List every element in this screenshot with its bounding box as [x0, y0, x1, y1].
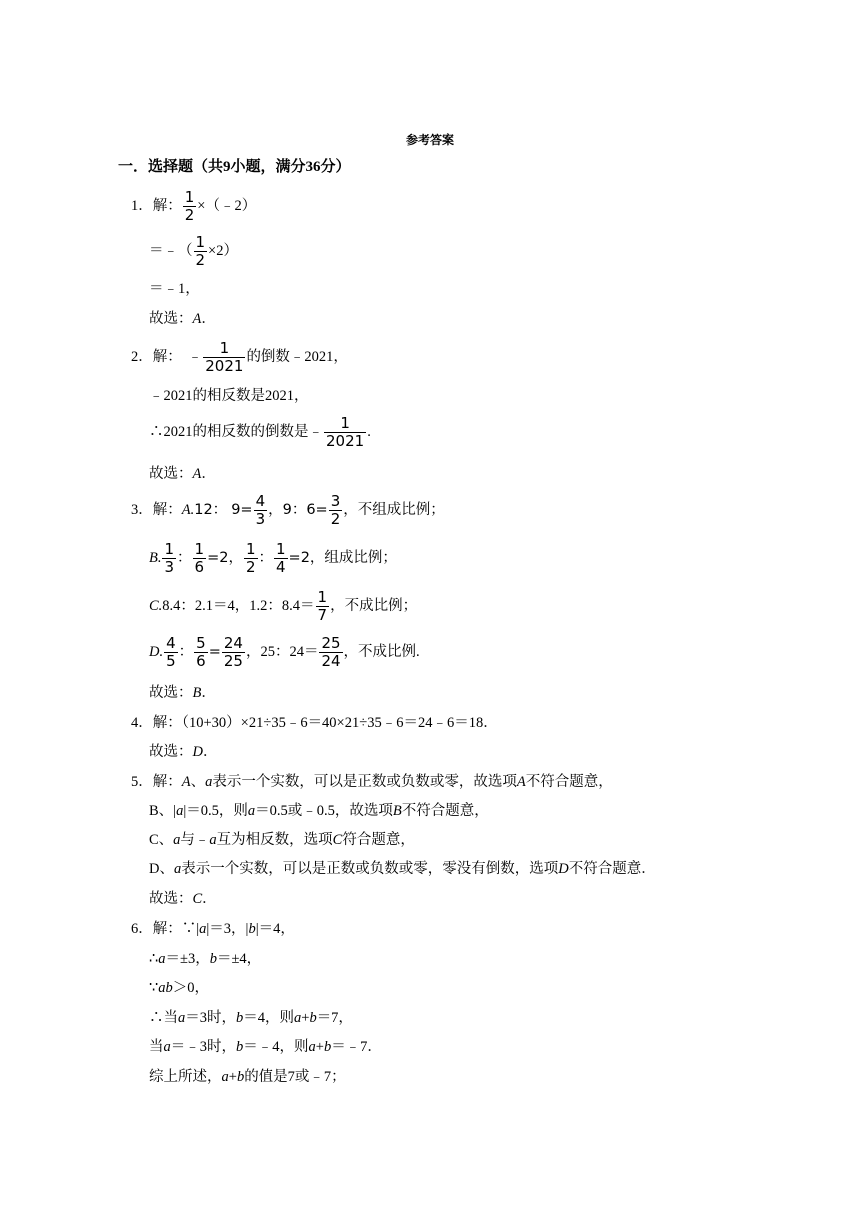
- denominator: 2021: [326, 432, 365, 450]
- q6-text: ＝﹣7．: [331, 1039, 382, 1055]
- var: C: [332, 832, 343, 848]
- q6-text: 综上所述，: [149, 1069, 222, 1085]
- q3-text: 8.4：2.1＝4，1.2：8.4＝: [162, 598, 315, 615]
- q5-text: 不符合题意，: [525, 774, 613, 790]
- answer-label: 故选：: [149, 466, 193, 482]
- punctuation: ．: [201, 685, 216, 701]
- denominator: 7: [317, 606, 328, 624]
- punctuation: ．: [201, 311, 216, 327]
- fraction-1-over-6: [193, 542, 207, 575]
- numerator: 1: [164, 540, 175, 558]
- q6-text: ＝7，: [316, 1010, 353, 1026]
- numerator: 25: [321, 634, 341, 652]
- q5-text: C: [149, 832, 159, 848]
- answer-label: 故选：: [149, 311, 193, 327]
- q1-line-3: [149, 282, 200, 297]
- var: a: [294, 1010, 302, 1026]
- fraction-1-over-2021: [203, 341, 245, 374]
- var: b: [309, 1010, 317, 1026]
- q1-text: ＝﹣1，: [149, 281, 200, 297]
- punctuation: ．: [202, 891, 217, 907]
- q6-text: 当: [149, 1039, 164, 1055]
- q1-number: 1．: [131, 198, 153, 215]
- var: b: [236, 1069, 245, 1085]
- q5-text: 互为相反数，选项: [216, 832, 333, 848]
- q6-text: ∵: [149, 980, 159, 996]
- q3-math: ：: [177, 550, 192, 567]
- numerator: 1: [340, 414, 350, 432]
- q1-line-2: [149, 235, 238, 268]
- numerator: 1: [184, 188, 195, 206]
- punctuation: .: [367, 424, 371, 441]
- q4-number: 4．: [131, 715, 153, 731]
- denominator: 2: [195, 251, 206, 269]
- answer-letter: A: [192, 466, 202, 482]
- q5-text: 、: [190, 774, 206, 790]
- numerator: 1: [317, 588, 328, 606]
- q1-text: ＝﹣（: [149, 243, 193, 260]
- numerator: 1: [219, 339, 230, 357]
- q3-math: =2: [288, 550, 310, 567]
- q5-line-1: [131, 775, 613, 790]
- section-heading: 一．选择题（共9小题，满分36分）: [118, 159, 351, 175]
- q3-line-d: [149, 636, 420, 669]
- q1-text: 解：: [152, 198, 182, 215]
- var: A: [516, 774, 526, 790]
- denominator: 2021: [205, 357, 244, 375]
- q5-answer: [149, 892, 217, 907]
- q4-text: 解：（10+30）×21÷35﹣6＝40×21÷35﹣6＝24﹣6＝18．: [152, 715, 498, 731]
- q6-text: ＝±4，: [216, 951, 262, 967]
- fraction-4-over-5: [164, 636, 178, 669]
- q3-line-b: [149, 542, 397, 575]
- q3-math: 9=: [231, 502, 253, 519]
- fraction-4-over-3: [254, 494, 268, 527]
- q3-math: ：: [178, 644, 194, 661]
- page-title: 参考答案: [405, 133, 454, 147]
- q3-math: =2，: [207, 550, 243, 567]
- q6-text: +: [228, 1069, 237, 1085]
- fraction-3-over-2: [329, 494, 343, 527]
- q4-line-1: [131, 716, 498, 731]
- numerator: 1: [194, 540, 205, 558]
- answer-label: 故选：: [149, 744, 193, 760]
- var: D: [558, 861, 569, 877]
- q6-text: ∴当: [149, 1010, 178, 1026]
- q5-text: 不符合题意，: [401, 803, 489, 819]
- denominator: 2: [330, 510, 341, 528]
- q5-line-4: [149, 862, 656, 877]
- q6-text: ＞0，: [172, 980, 209, 996]
- q2-line-1: [131, 341, 348, 374]
- var: a: [247, 803, 256, 819]
- option-letter: D.: [149, 644, 164, 661]
- q6-line-6: [149, 1070, 346, 1085]
- option-letter: A.: [181, 502, 195, 519]
- answer-label: 故选：: [149, 685, 193, 701]
- numerator: 3: [330, 492, 341, 510]
- q5-text: D: [149, 861, 160, 877]
- q5-text: |＝0.5，则: [183, 803, 248, 819]
- q6-text: ＝4，则: [243, 1010, 294, 1026]
- denominator: 3: [164, 558, 175, 576]
- q5-text: 、: [159, 861, 174, 877]
- q5-text: 符合题意，: [342, 832, 415, 848]
- answer-letter: A: [192, 311, 202, 327]
- q2-text: 解：: [152, 349, 182, 366]
- fraction-1-over-2021: [324, 416, 366, 449]
- fraction-25-over-24: [319, 636, 342, 669]
- var: a: [209, 832, 217, 848]
- q3-math: =: [208, 644, 221, 661]
- denominator: 24: [321, 652, 341, 670]
- var: b: [209, 951, 217, 967]
- minus-sign: ﹣: [187, 349, 203, 366]
- q6-text: |＝4，: [255, 921, 295, 937]
- q3-math: ，9：6=: [268, 502, 328, 519]
- q5-text: 表示一个实数，可以是正数或负数或零，故选项: [212, 774, 517, 790]
- fraction-half: [183, 190, 197, 223]
- q6-text: ＝±3，: [165, 951, 210, 967]
- q3-text: ，不成比例.: [343, 644, 420, 661]
- q3-math: 12：: [194, 502, 228, 519]
- fraction-5-over-6: [194, 636, 208, 669]
- q1-answer: [149, 312, 216, 327]
- var: b: [323, 1039, 332, 1055]
- q6-text: ＝﹣4，则: [243, 1039, 309, 1055]
- denominator: 2: [184, 206, 195, 224]
- q6-text: +: [315, 1039, 324, 1055]
- q3-math: ：: [258, 550, 273, 567]
- q6-line-3: [149, 981, 209, 996]
- answer-letter: C: [192, 891, 203, 907]
- numerator: 1: [245, 540, 256, 558]
- q5-text: B: [149, 803, 159, 819]
- var: a: [158, 951, 166, 967]
- var: a: [308, 1039, 316, 1055]
- q3-number: 3．: [131, 502, 153, 519]
- fraction-1-over-4: [274, 542, 288, 575]
- q5-text: 与﹣: [180, 832, 210, 848]
- fraction-half: [194, 235, 208, 268]
- denominator: 5: [166, 652, 176, 670]
- q3-answer: [149, 686, 216, 701]
- q6-text: 的值是7或﹣7；: [244, 1069, 346, 1085]
- q4-answer: [149, 745, 217, 760]
- denominator: 4: [276, 558, 286, 576]
- denominator: 3: [255, 510, 266, 528]
- answer-label: 故选：: [149, 891, 193, 907]
- q3-text: ，不组成比例；: [343, 502, 445, 519]
- option-letter: C.: [149, 598, 163, 615]
- q3-text: ，25：24＝: [245, 644, 319, 661]
- q5-text: 、|: [158, 803, 177, 819]
- q3-line-a: [131, 494, 445, 527]
- q6-line-4: [149, 1011, 353, 1026]
- q6-text: +: [301, 1010, 310, 1026]
- q2-line-3: [149, 416, 371, 449]
- q5-text: 解：: [152, 774, 182, 790]
- q6-text: |＝3，|: [206, 921, 249, 937]
- punctuation: ．: [201, 466, 216, 482]
- denominator: 6: [196, 652, 206, 670]
- q5-number: 5．: [131, 774, 153, 790]
- var: b: [236, 1039, 244, 1055]
- q6-text: ∴: [149, 951, 159, 967]
- var: ab: [158, 980, 173, 996]
- var: a: [178, 1010, 186, 1026]
- q1-line-1: [131, 190, 256, 223]
- q5-text: 表示一个实数，可以是正数或负数或零，零没有倒数，选项: [181, 861, 559, 877]
- var: a: [163, 1039, 171, 1055]
- var: a: [173, 832, 181, 848]
- fraction-24-over-25: [222, 636, 245, 669]
- numerator: 1: [276, 540, 286, 558]
- denominator: 6: [194, 558, 205, 576]
- fraction-1-over-7: [316, 590, 330, 623]
- var: a: [199, 921, 207, 937]
- q6-text: ＝3时，: [185, 1010, 236, 1026]
- q5-line-3: [149, 833, 415, 848]
- fraction-1-over-3: [162, 542, 176, 575]
- var: a: [221, 1069, 229, 1085]
- var: a: [176, 803, 184, 819]
- q6-number: 6．: [131, 921, 153, 937]
- fraction-1-over-2: [244, 542, 258, 575]
- q5-text: ＝0.5或﹣0.5，故选项: [255, 803, 393, 819]
- denominator: 25: [223, 652, 243, 670]
- var: b: [248, 921, 256, 937]
- numerator: 24: [223, 634, 243, 652]
- punctuation: ．: [202, 744, 218, 760]
- q2-text: ∴2021的相反数的倒数是﹣: [149, 424, 323, 441]
- numerator: 4: [255, 492, 266, 510]
- var: a: [205, 774, 213, 790]
- q1-text: ×2）: [208, 243, 238, 260]
- q6-line-5: [149, 1040, 382, 1055]
- q3-text: 解：: [152, 502, 182, 519]
- q2-line-2: [149, 389, 309, 404]
- q3-text: ，不成比例；: [330, 598, 418, 615]
- q2-answer: [149, 467, 216, 482]
- numerator: 5: [196, 634, 206, 652]
- q6-text: ＝﹣3时，: [170, 1039, 236, 1055]
- q2-text: 的倒数﹣2021，: [246, 349, 348, 366]
- option-letter: B.: [149, 550, 162, 567]
- q6-line-1: [131, 922, 295, 937]
- var: B: [392, 803, 402, 819]
- numerator: 4: [166, 634, 176, 652]
- q5-line-2: [149, 804, 489, 819]
- q6-line-2: [149, 952, 261, 967]
- answer-letter: D: [192, 744, 203, 760]
- denominator: 2: [245, 558, 256, 576]
- q5-text: 不符合题意．: [568, 861, 656, 877]
- var: a: [173, 861, 182, 877]
- q2-number: 2．: [131, 349, 153, 366]
- answer-letter: B: [192, 685, 202, 701]
- var: b: [236, 1010, 244, 1026]
- q5-text: 、: [158, 832, 174, 848]
- var: A: [181, 774, 191, 790]
- numerator: 1: [195, 233, 206, 251]
- q1-text: ×（﹣2）: [197, 198, 257, 215]
- q3-line-c: [149, 590, 417, 623]
- q6-text: 解：∵|: [152, 921, 200, 937]
- q2-text: ﹣2021的相反数是2021，: [149, 388, 309, 404]
- q3-text: ，组成比例；: [309, 550, 397, 567]
